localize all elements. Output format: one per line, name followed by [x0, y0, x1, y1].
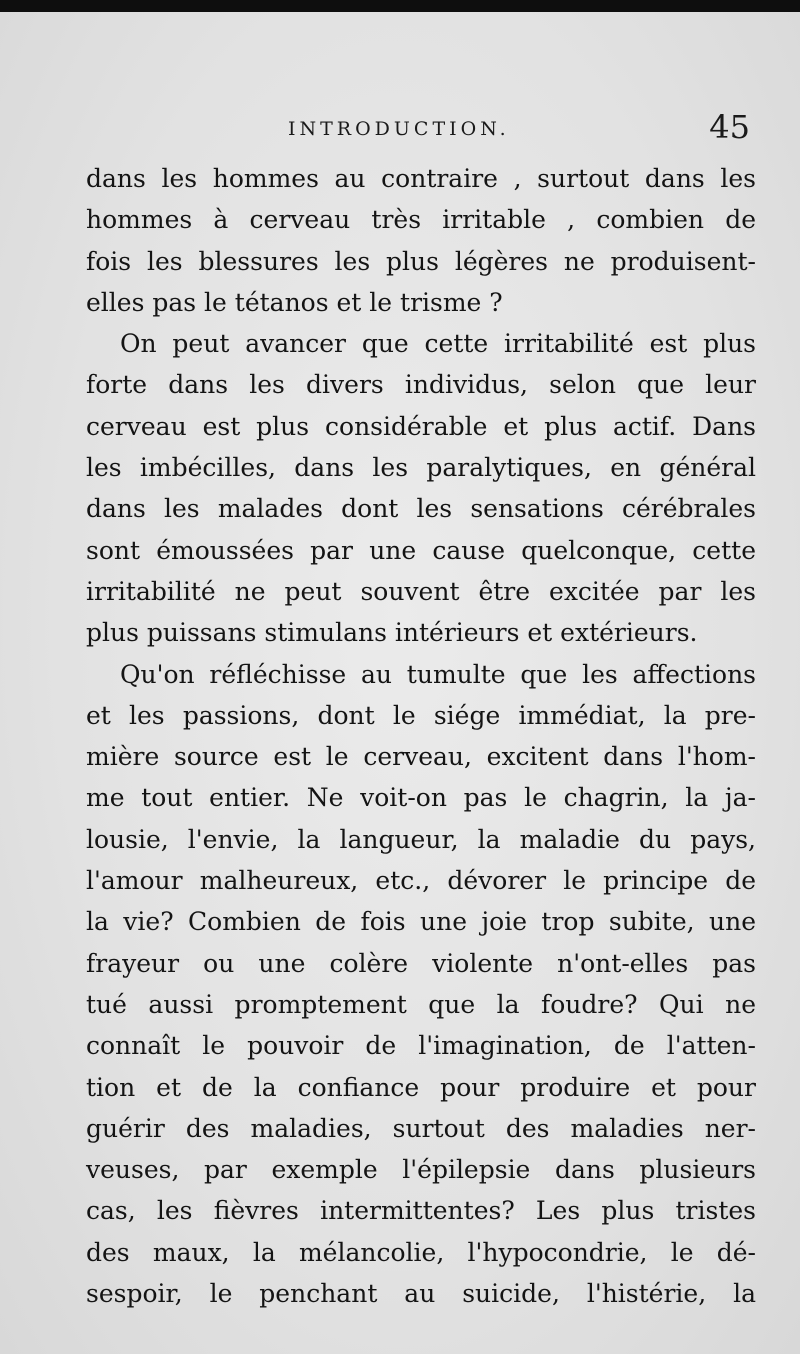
text-line: On peut avancer que cette irritabilité est plus [120, 329, 756, 359]
text-line: me tout entier. Ne voit-on pas le chagrin, la ja- [86, 783, 756, 813]
text-line: cerveau est plus considérable et plus actif. Dans [86, 411, 756, 441]
text-line: sespoir, le penchant au suicide, l'histérie, la [86, 1279, 756, 1309]
running-head: INTRODUCTION. [288, 118, 510, 140]
text-line: guérir des maladies, surtout des maladies ner- [86, 1113, 756, 1143]
text-line: Qu'on réfléchisse au tumulte que les affections [120, 659, 756, 689]
text-line: lousie, l'envie, la langueur, la maladie du pays, [86, 824, 756, 854]
text-line: des maux, la mélancolie, l'hypocondrie, le dé- [86, 1237, 756, 1267]
text-line: et les passions, dont le siége immédiat, la pre- [86, 700, 756, 730]
text-line: la vie? Combien de fois une joie trop subite, une [86, 907, 756, 937]
text-line: hommes à cerveau très irritable , combien de [86, 205, 756, 235]
text-line: dans les hommes au contraire , surtout dans les [86, 164, 756, 193]
page-top-edge [0, 0, 800, 12]
text-line: dans les malades dont les sensations cérébrales [86, 494, 756, 524]
text-line: veuses, par exemple l'épilepsie dans plusieurs [86, 1155, 756, 1185]
text-line: plus puissans stimulans intérieurs et extérieurs. [86, 618, 698, 648]
text-line: tué aussi promptement que la foudre? Qui ne [86, 989, 756, 1019]
page-header [86, 108, 758, 148]
text-line: connaît le pouvoir de l'imagination, de l'atten- [86, 1031, 756, 1061]
text-line: fois les blessures les plus légères ne produisent- [86, 246, 756, 276]
page-number: 45 [709, 108, 750, 146]
text-line: les imbécilles, dans les paralytiques, en général [86, 453, 756, 483]
text-line: l'amour malheureux, etc., dévorer le principe de [86, 866, 756, 896]
text-line: irritabilité ne peut souvent être excitée par les [86, 576, 756, 606]
text-line: cas, les fièvres intermittentes? Les plus tristes [86, 1196, 756, 1226]
text-line: tion et de la confiance pour produire et pour [86, 1072, 756, 1102]
text-line: forte dans les divers individus, selon que leur [86, 370, 756, 400]
text-line: frayeur ou une colère violente n'ont-elles pas [86, 948, 756, 978]
body-text [86, 158, 756, 1314]
text-line: elles pas le tétanos et le trisme ? [86, 287, 503, 317]
text-line: sont émoussées par une cause quelconque, cette [86, 535, 756, 565]
text-line: mière source est le cerveau, excitent dans l'hom- [86, 742, 756, 772]
